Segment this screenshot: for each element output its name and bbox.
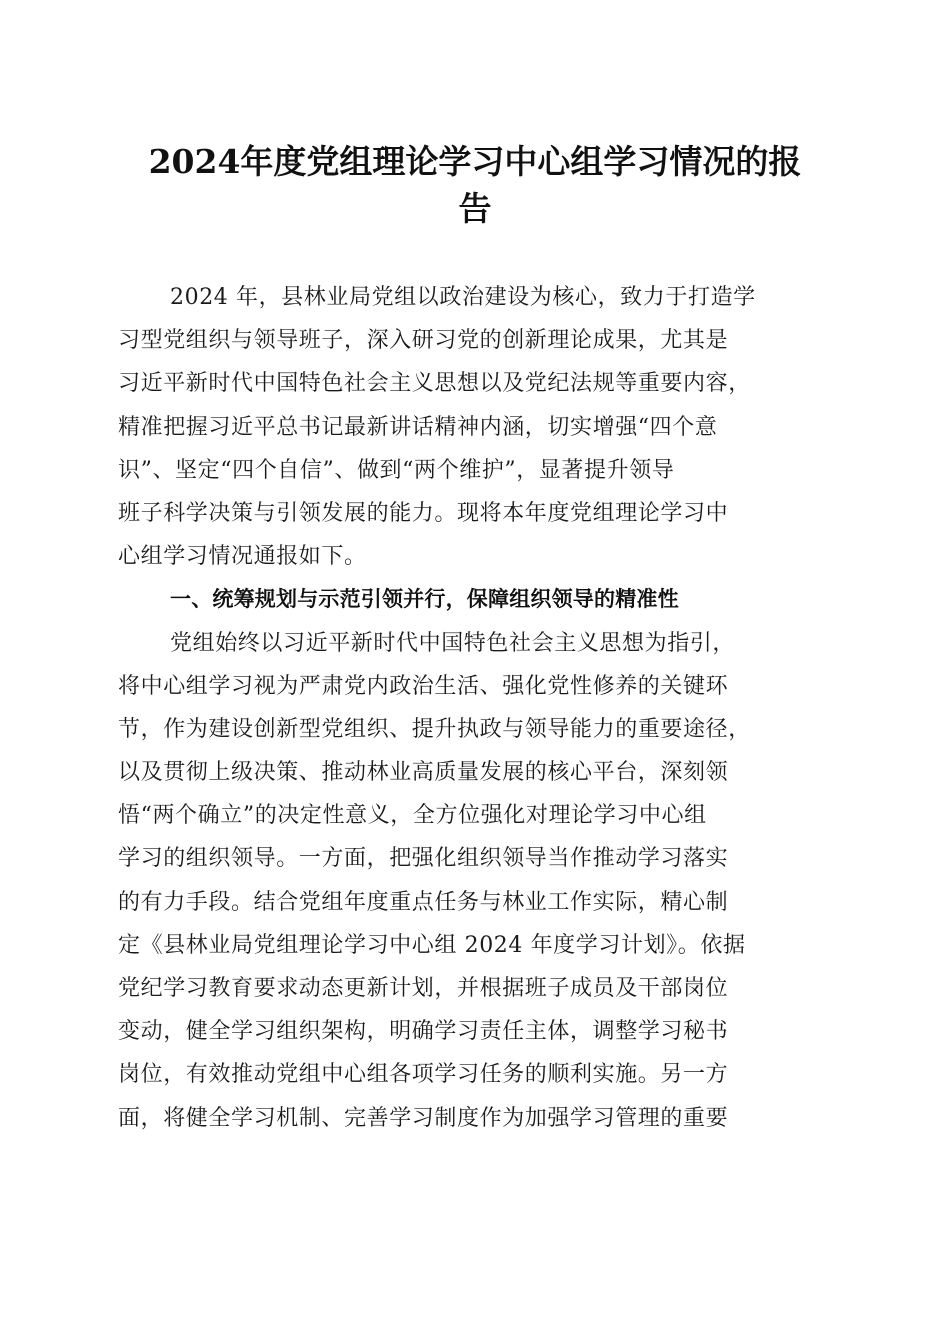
section-paragraph-line: 面，将健全学习机制、完善学习制度作为加强学习管理的重要 <box>118 1105 729 1131</box>
section-paragraph-line: 的有力手段。结合党组年度重点任务与林业工作实际，精心制 <box>118 889 729 915</box>
intro-paragraph-line: 习近平新时代中国特色社会主义思想以及党纪法规等重要内容， <box>118 371 751 397</box>
title-line-1: 2024年度党组理论学习中心组学习情况的报 <box>148 142 802 181</box>
section-paragraph-line: 以及贯彻上级决策、推动林业高质量发展的核心平台，深刻领 <box>118 760 729 786</box>
intro-paragraph-line: 精准把握习近平总书记最新讲话精神内涵，切实增强“四个意 <box>118 414 718 440</box>
title-line-2: 告 <box>458 189 492 228</box>
section-paragraph-line: 悟“两个确立”的决定性意义，全方位强化对理论学习中心组 <box>118 803 707 829</box>
section-paragraph-line: 变动，健全学习组织架构，明确学习责任主体，调整学习秘书 <box>118 1019 729 1045</box>
document-title <box>110 138 840 232</box>
section-paragraph-line: 岗位，有效推动党组中心组各项学习任务的顺利实施。另一方 <box>118 1062 729 1088</box>
section-paragraph-line: 将中心组学习视为严肃党内政治生活、强化党性修养的关键环 <box>118 673 729 699</box>
section-paragraph-line: 节，作为建设创新型党组织、提升执政与领导能力的重要途径， <box>118 716 751 742</box>
section-paragraph-line: 党纪学习教育要求动态更新计划，并根据班子成员及干部岗位 <box>118 976 729 1001</box>
section-paragraph-line: 学习的组织领导。一方面，把强化组织领导当作推动学习落实 <box>118 846 729 872</box>
intro-paragraph-line: 班子科学决策与引领发展的能力。现将本年度党组理论学习中 <box>118 500 729 526</box>
intro-paragraph-line: 习型党组织与领导班子，深入研习党的创新理论成果，尤其是 <box>118 328 729 354</box>
intro-paragraph-line: 2024 年，县林业局党组以政治建设为核心，致力于打造学 <box>170 285 756 310</box>
intro-paragraph-line: 识”、坚定“四个自信”、做到“两个维护”，显著提升领导 <box>118 457 675 483</box>
intro-paragraph-line: 心组学习情况通报如下。 <box>118 544 367 570</box>
section-paragraph-line: 定《县林业局党组理论学习中心组 2024 年度学习计划》。依据 <box>118 932 746 958</box>
section-heading-1: 一、统筹规划与示范引领并行，保障组织领导的精准性 <box>170 587 679 612</box>
document-body <box>118 276 838 1140</box>
section-paragraph-line: 党组始终以习近平新时代中国特色社会主义思想为指引， <box>170 630 736 656</box>
